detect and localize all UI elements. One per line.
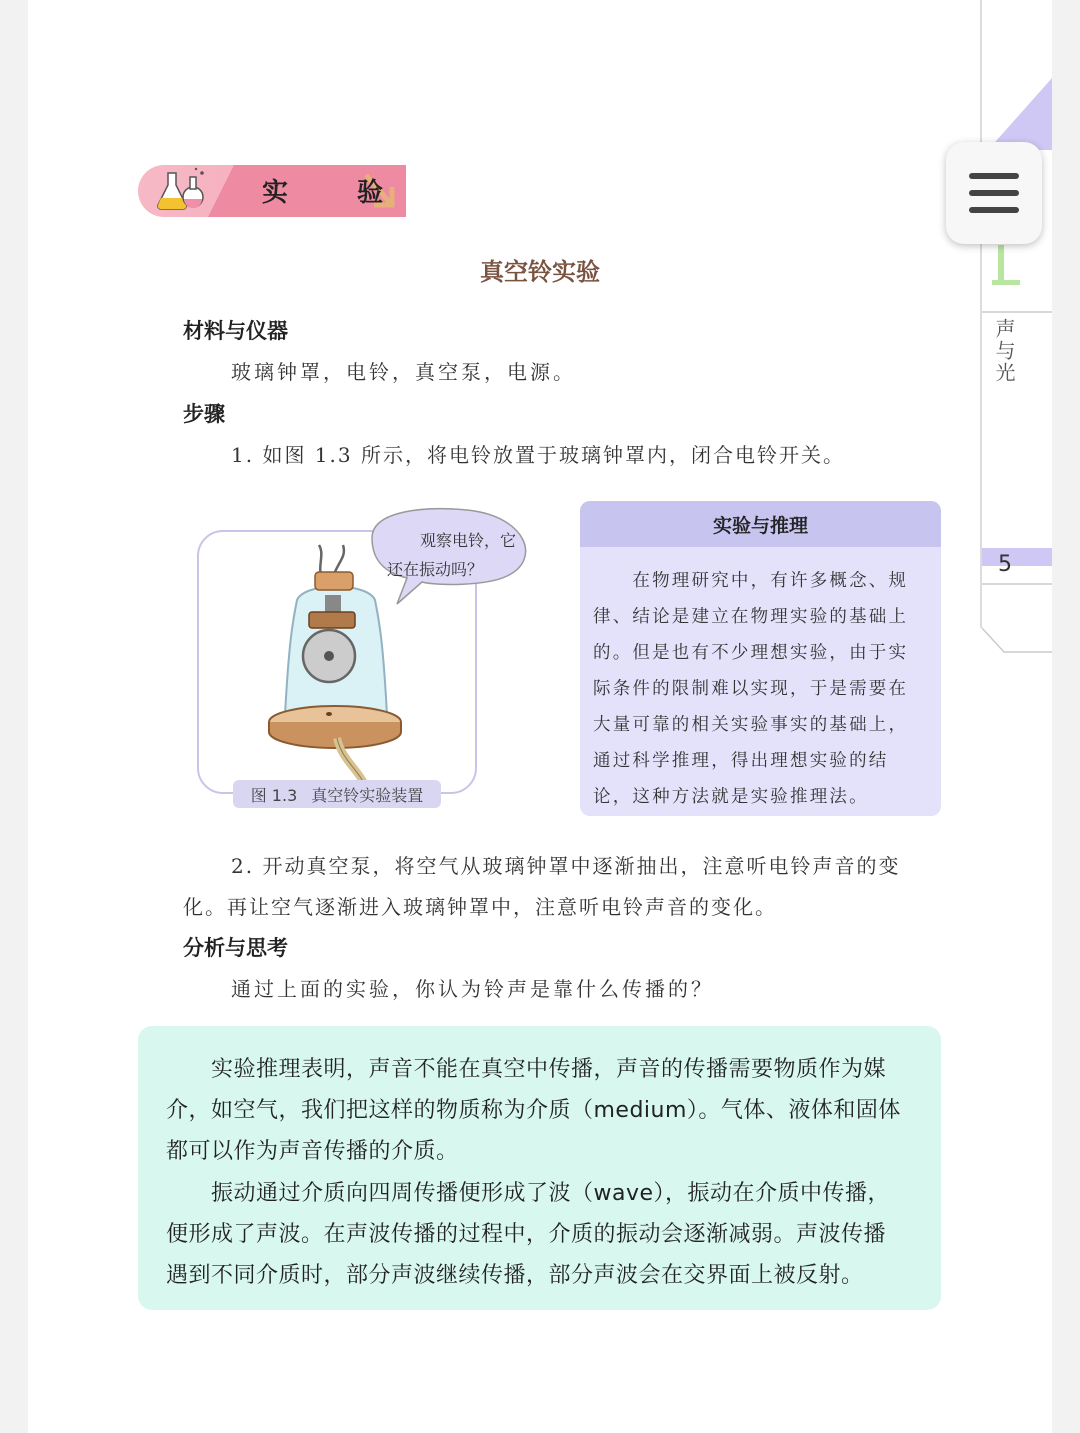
- step-2-line2: 化。再让空气逐渐进入玻璃钟罩中，注意听电铃声音的变化。: [183, 895, 777, 919]
- summary-line: 遇到不同介质时，部分声波继续传播，部分声波会在交界面上被反射。: [166, 1263, 864, 1288]
- summary-line: 实验推理表明，声音不能在真空中传播，声音的传播需要物质作为媒: [166, 1057, 887, 1082]
- page-number: 5: [998, 552, 1012, 577]
- step-1: 1. 如图 1.3 所示，将电铃放置于玻璃钟罩内，闭合电铃开关。: [231, 443, 845, 467]
- analysis-heading: 分析与思考: [183, 936, 288, 960]
- edge-decoration: [980, 0, 1052, 660]
- reasoning-box: [580, 501, 941, 816]
- bubble-text-line1: 观察电铃，它: [420, 531, 517, 550]
- reasoning-box-title: 实验与推理: [580, 501, 941, 547]
- step-2-line1: 2. 开动真空泵，将空气从玻璃钟罩中逐渐抽出，注意听电铃声音的变: [231, 854, 901, 878]
- steps-heading: 步骤: [183, 402, 225, 426]
- chapter-title: 声与光: [992, 318, 1016, 384]
- summary-line: 都可以作为声音传播的介质。: [166, 1139, 459, 1164]
- banner-label: 实 验: [262, 178, 414, 208]
- bubble-text-line2: 还在振动吗？: [387, 560, 484, 579]
- materials-text: 玻璃钟罩，电铃，真空泵，电源。: [231, 360, 576, 384]
- caption-number: 图 1.3: [250, 785, 298, 805]
- summary-line: 便形成了声波。在声波传播的过程中，介质的振动会逐渐减弱。声波传播: [166, 1222, 887, 1247]
- menu-icon: [969, 173, 1019, 179]
- analysis-text: 通过上面的实验，你认为铃声是靠什么传播的？: [231, 977, 714, 1001]
- summary-line: 振动通过介质向四周传播便形成了波（wave），振动在介质中传播，: [166, 1181, 891, 1206]
- menu-button[interactable]: [946, 142, 1042, 244]
- reasoning-box-text: 在物理研究中，有许多概念、规 律、结论是建立在物理实验的基础上 的。但是也有不少理想实验，由于实 际条件的限制难以实现，于是需要在 大量可靠的相关实验事实的基础上， 通过科学推理，得出理想实验的结 论，这种方法就是实验推理法。: [593, 571, 909, 807]
- figure-caption: [233, 780, 441, 808]
- chapter-edge-tab: [980, 0, 1052, 660]
- experiment-title: 真空铃实验: [480, 258, 600, 286]
- materials-heading: 材料与仪器: [183, 319, 288, 343]
- summary-line: 介，如空气，我们把这样的物质称为介质（medium）。气体、液体和固体: [166, 1098, 901, 1123]
- caption-text: 真空铃实验装置: [311, 785, 424, 805]
